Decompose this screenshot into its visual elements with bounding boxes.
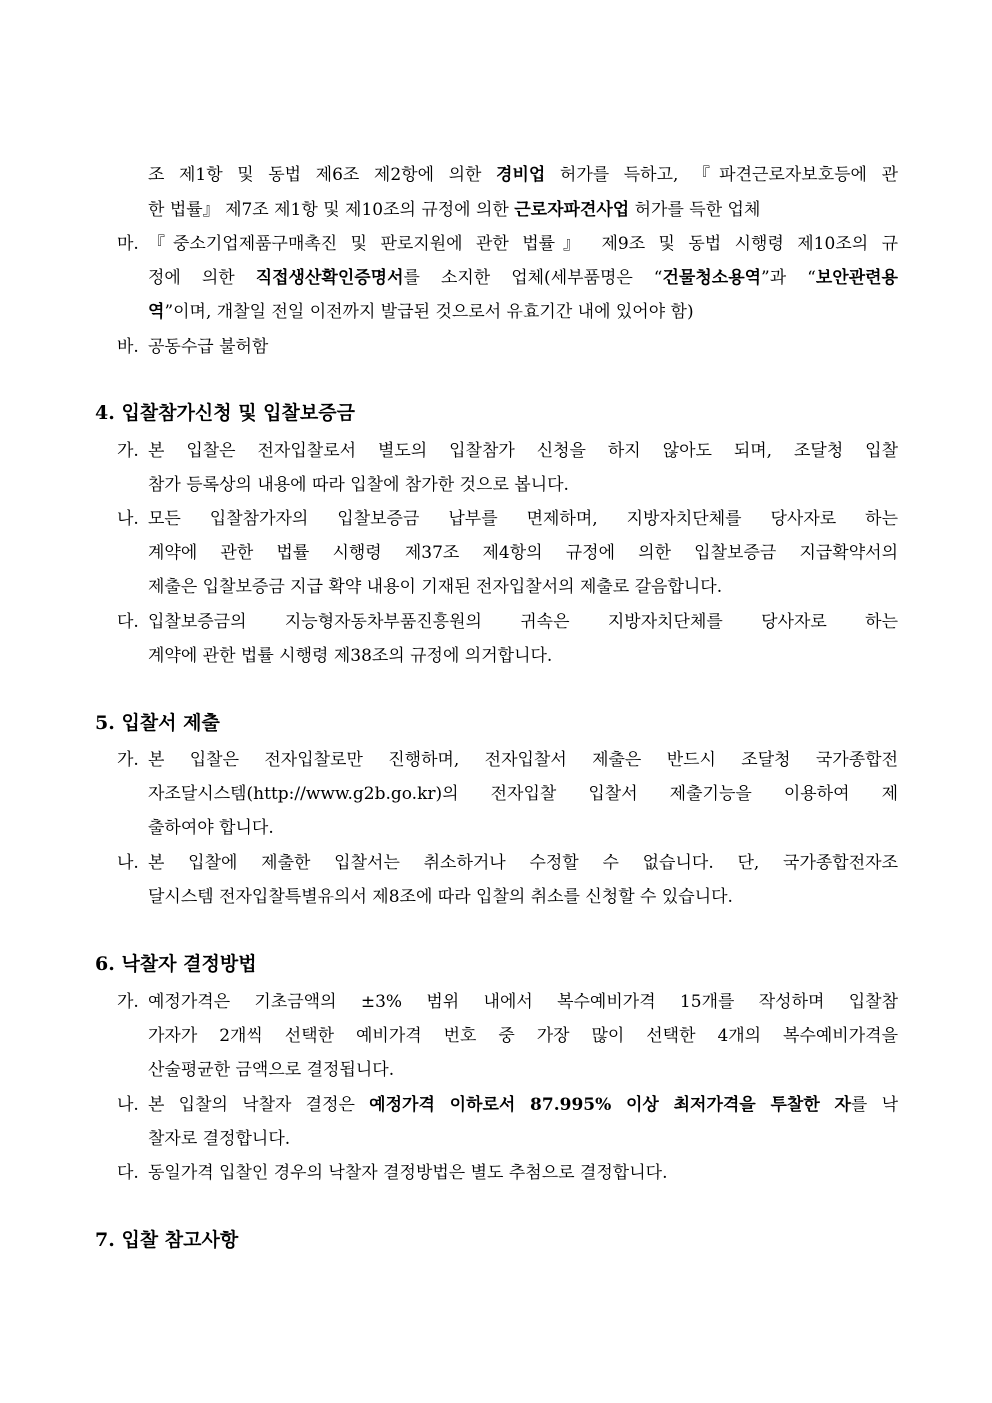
item-ma-line-2 — [148, 266, 898, 290]
text-run: 를 낙 — [850, 1095, 899, 1115]
list-marker: 마. — [117, 234, 139, 254]
s4-na-line-2: 계약에 관한 법률 시행령 제37조 제4항의 규정에 의한 입찰보증금 지급확약서의 — [148, 543, 898, 563]
text-run: 를 소지한 업체(세부품명은 “ — [403, 268, 663, 288]
intro-line-2 — [148, 198, 760, 222]
section-7-heading: 7. 입찰 참고사항 — [95, 1229, 239, 1251]
s5-ga-line-1: 본 입찰은 전자입찰로만 진행하며, 전자입찰서 제출은 반드시 조달청 국가종합전 — [148, 750, 898, 770]
s6-ga-line-2: 가자가 2개씩 선택한 예비가격 번호 중 가장 많이 선택한 4개의 복수예비가격을 — [148, 1026, 898, 1046]
list-marker: 나. — [117, 1095, 139, 1115]
list-marker: 바. — [117, 337, 139, 357]
section-5-heading: 5. 입찰서 제출 — [95, 712, 220, 734]
s4-da-line-1: 입찰보증금의 지능형자동차부품진흥원의 귀속은 지방자치단체를 당사자로 하는 — [148, 612, 898, 632]
list-marker: 가. — [117, 441, 139, 461]
text-run: 본 입찰의 낙찰자 결정은 — [148, 1095, 370, 1115]
s6-na-line-2: 찰자로 결정합니다. — [148, 1129, 291, 1149]
item-ma-line-3 — [148, 300, 694, 324]
bold-term: 보안관련용 — [815, 268, 898, 288]
s5-ga-line-3: 출하여야 합니다. — [148, 818, 274, 838]
text-run: 한 법률』 제7조 제1항 및 제10조의 규정에 의한 — [148, 200, 515, 220]
s4-ga-line-2: 참가 등록상의 내용에 따라 입찰에 참가한 것으로 봅니다. — [148, 475, 569, 495]
item-ma-line-1: 『중소기업제품구매촉진 및 판로지원에 관한 법률』 제9조 및 동법 시행령 제10조의 규 — [148, 234, 898, 254]
section-6-heading: 6. 낙찰자 결정방법 — [95, 953, 257, 975]
s4-ga-line-1: 본 입찰은 전자입찰로서 별도의 입찰참가 신청을 하지 않아도 되며, 조달청 입찰 — [148, 441, 898, 461]
text-run: 정에 의한 — [148, 268, 256, 288]
text-run: ”과 “ — [761, 268, 816, 288]
text-run: 허가를 득하고, 『파견근로자보호등에 관 — [545, 165, 898, 185]
bold-term: 근로자파견사업 — [514, 200, 630, 220]
list-marker: 다. — [117, 1163, 139, 1183]
text-run: 허가를 득한 업체 — [629, 200, 761, 220]
s6-ga-line-1: 예정가격은 기초금액의 ±3% 범위 내에서 복수예비가격 15개를 작성하며 입찰참 — [148, 992, 898, 1012]
text-run: ”이며, 개찰일 전일 이전까지 발급된 것으로서 유효기간 내에 있어야 함) — [164, 302, 694, 322]
bold-term: 예정가격 이하로서 87.995% 이상 최저가격을 투찰한 자 — [369, 1095, 851, 1115]
item-ba-line-1: 공동수급 불허함 — [148, 337, 269, 357]
bold-term: 직접생산확인증명서 — [255, 268, 404, 288]
s6-na-line-1 — [148, 1093, 898, 1117]
text-run: 조 제1항 및 동법 제6조 제2항에 의한 — [148, 165, 497, 185]
list-marker: 가. — [117, 992, 139, 1012]
list-marker: 가. — [117, 750, 139, 770]
list-marker: 나. — [117, 853, 139, 873]
s4-na-line-3: 제출은 입찰보증금 지급 확약 내용이 기재된 전자입찰서의 제출로 갈음합니다. — [148, 577, 723, 597]
s5-na-line-2: 달시스템 전자입찰특별유의서 제8조에 따라 입찰의 취소를 신청할 수 있습니다. — [148, 887, 733, 907]
s5-na-line-1: 본 입찰에 제출한 입찰서는 취소하거나 수정할 수 없습니다. 단, 국가종합전자조 — [148, 853, 898, 873]
bold-term: 건물청소용역 — [662, 268, 762, 288]
s6-da-line-1: 동일가격 입찰인 경우의 낙찰자 결정방법은 별도 추첨으로 결정합니다. — [148, 1163, 668, 1183]
s4-na-line-1: 모든 입찰참가자의 입찰보증금 납부를 면제하며, 지방자치단체를 당사자로 하는 — [148, 509, 898, 529]
list-marker: 다. — [117, 612, 139, 632]
section-4-heading: 4. 입찰참가신청 및 입찰보증금 — [95, 402, 355, 424]
bold-term: 경비업 — [496, 165, 546, 185]
list-marker: 나. — [117, 509, 139, 529]
bold-term: 역 — [148, 302, 165, 322]
s4-da-line-2: 계약에 관한 법률 시행령 제38조의 규정에 의거합니다. — [148, 646, 553, 666]
intro-line-1 — [148, 163, 898, 187]
s5-ga-line-2: 자조달시스템(http://www.g2b.go.kr)의 전자입찰 입찰서 제출기능을 이용하여 제 — [148, 784, 898, 804]
s6-ga-line-3: 산술평균한 금액으로 결정됩니다. — [148, 1060, 395, 1080]
